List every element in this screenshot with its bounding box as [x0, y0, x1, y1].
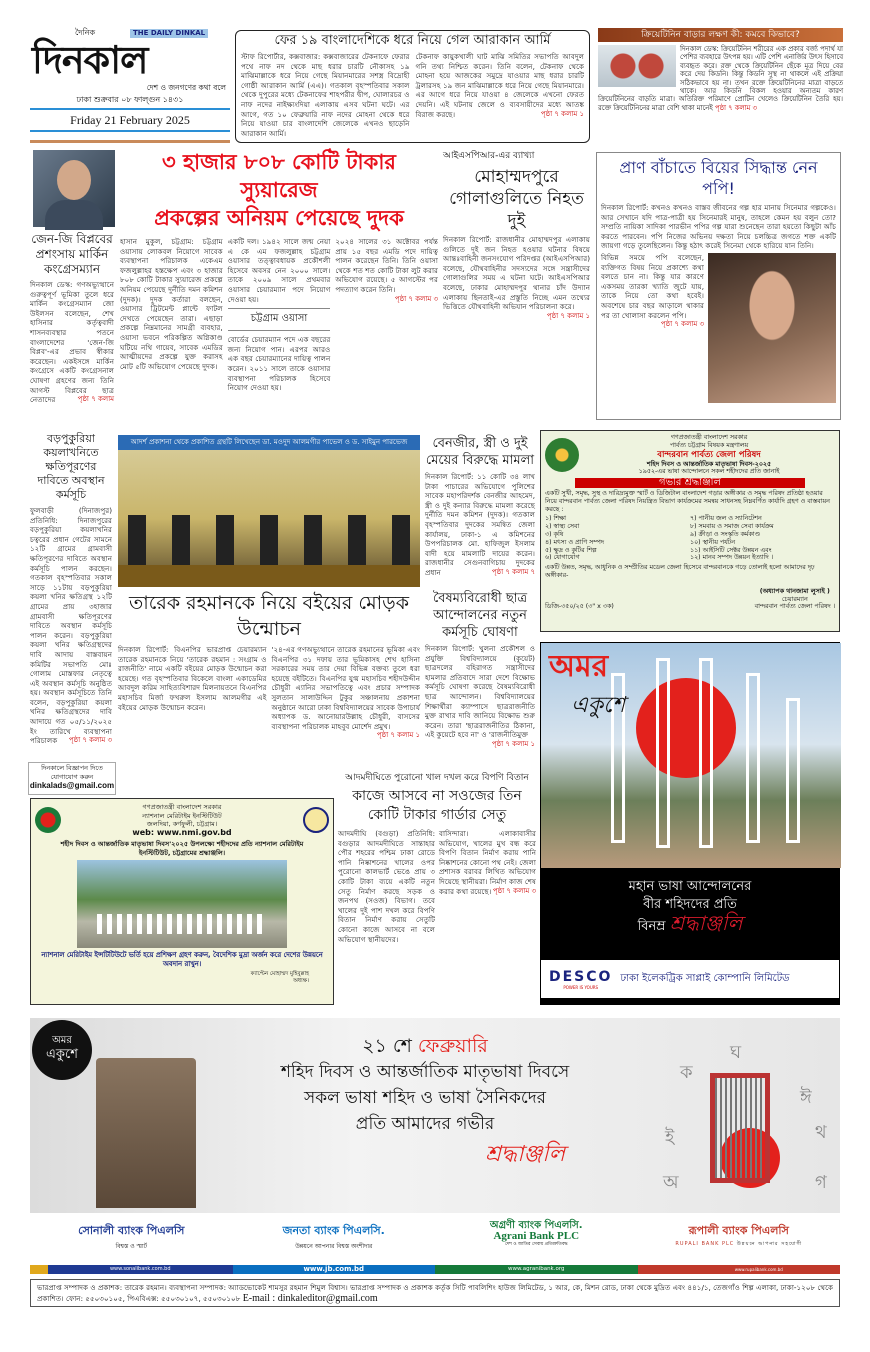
- bank-tagline: উন্নয়নে আপনার বিশ্বস্ত অংশীদার: [295, 1243, 373, 1250]
- nmi-footer: ন্যাশনাল মেরিটাইম ইন্সটিটিউটে ভর্তি হয়ে প্রশিক্ষণ গ্রহণ করুন, বৈদেশিক মুদ্রা অর্জন করে দেশের উন্নয়নে অবদান রাখুন।: [41, 951, 323, 968]
- lead-body-2: একটি দল। ১৯৪২ সালে জন্ম নেয়া এ কে এম ফজলুল্লাহ চট্টগ্রাম ওয়াসার তত্ত্বাবধায়ক প্রকৌশলী হিসেবে অবসর নেন ২০০০ সালে। তাকে ২০০৯ সালে প্রথমবার ওয়াসার চেয়ারম্যান পদে নিয়োগ দেওয়া হয়।: [227, 237, 331, 304]
- continued-link[interactable]: পৃষ্ঠা ৭ কলাম: [77, 395, 114, 404]
- ekushe-badge-1: অমর: [52, 1035, 72, 1046]
- bank-url[interactable]: www.rupalibank.com.bd: [638, 1265, 841, 1274]
- masthead-english-name: THE DAILY DINKAL: [130, 29, 208, 38]
- kidney-image: [598, 45, 676, 87]
- nmi-ad[interactable]: [30, 798, 334, 1005]
- english-date: Friday 21 February 2025: [30, 113, 230, 132]
- book-launch-article: [118, 590, 420, 760]
- creatinine-headline: ক্রিয়েটিনিন বাড়ার লক্ষণ কী: কমবে কিভাবে?: [598, 28, 843, 42]
- masthead-logo: দিনকাল: [32, 38, 148, 82]
- bandarban-code: ডিজি-৩৫০/২৫ (৩" x ৩ক): [545, 603, 614, 611]
- bandarban-ad[interactable]: [540, 430, 840, 632]
- ekushe-banner-ad[interactable]: [30, 1018, 840, 1213]
- nmi-govt: গণপ্রজাতন্ত্রী বাংলাদেশ সরকার: [142, 803, 222, 811]
- bangla-date: ঢাকা শুক্রবার ০৮ ফাল্গুন ১৪৩১: [30, 95, 230, 110]
- desco-company: ঢাকা ইলেকট্রিক সাপ্লাই কোম্পানি লিমিটেড: [620, 972, 790, 984]
- popy-body-2: বিভিন্ন সময়ে পপি বলেছেন, ব্যক্তিগত বিষয় নিয়ে প্রকাশ্যে কথা বলতে চান না। কিন্তু যার কারণে একসময় তারকা খ্যাতি জুটে যায়, তাকে নিয়ে তো কথা হবেই। অবশেষে চার বছর আড়ালে থাকার পর তা খোলাসা করলেন পপি।: [601, 252, 704, 320]
- continued-link[interactable]: পৃষ্ঠা ৭ কলাম ৩: [68, 736, 112, 745]
- mohammadpur-headline: মোহাম্মদপুরে গোলাগুলিতে নিহত দুই: [449, 167, 584, 231]
- continued-link[interactable]: পৃষ্ঠা ৭ কলাম ১: [546, 311, 590, 320]
- letter: ই: [665, 1127, 675, 1148]
- bank-tagline: উন্নয়নে আপনার সহযোগী: [736, 1241, 803, 1247]
- bank-ad-sonali[interactable]: [30, 1218, 233, 1274]
- activity-item: ৮) সমবায় ও সমাজ সেবা কার্যক্রম: [690, 523, 774, 531]
- student-movement-headline: বৈষম্যবিরোধী ছাত্র আন্দোলনের নতুন কর্মসূচি ঘোষণা: [432, 591, 528, 640]
- activity-item: ৩) কৃষি: [545, 530, 564, 538]
- top-story-body: স্টাফ রিপোর্টার, কক্সবাজার: কক্সবাজারের টেকনাফে ফেরার পথে নাফ নদ থেকে মাছ ধরার চারটি নৌকাসহ ১৯ মাঝিমাল্লাকে ধরে নিয়ে গেছে মিয়ানমারের সশস্ত্র বিদ্রোহী গোষ্ঠী আরাকান আর্মি (এএ)। গতকাল বৃহস্পতিবার সকাল থেকে দুপুরের মধ্যে টেকনাফের শাহপরীর দ্বীপ, ঘোলারচর ও নাফ নদের নাইক্ষ্যংদিয়া এলাকায় এসব ঘটনা ঘটে। এর আগে, গত ১০ ফেব্রুয়ারি নাফ নদের মোহনা থেকে ধরে নিয়ে যাওয়া চার বাংলাদেশি জেলেকে এখনও ছাড়েনি আরাকান আর্মি।: [241, 51, 410, 138]
- shaheed-minar-photo: [541, 643, 841, 868]
- banner-line2: শহিদ দিবস ও আন্তর্জাতিক মাতৃভাষা দিবসে: [280, 1062, 570, 1082]
- desco-line-3b: শ্রদ্ধাঞ্জলি: [669, 911, 743, 935]
- bank-ads-strip: [30, 1218, 840, 1274]
- creatinine-body-2: না। তখন রক্তে ক্রিয়েটিনিনের মাত্রা বাড়তে থাকে। আর কিডনি বিকল হওয়ার অন্যতম কারণ ক্রিয়েটিনিনের বাড়তি মাত্রা। অতিরিক্ত পরিমাণে প্রোটিন খেলেও ক্রিয়েটিনিন তৈরি হয়। রক্তে ক্রিয়েটিনিনের মাত্রা বেশি থাকা মানেই: [598, 78, 843, 112]
- activity-item: ৬) যোগাযোগ: [545, 554, 580, 562]
- banner-line1b: ফেব্রুয়ারি: [417, 1035, 488, 1057]
- bandarban-sub: ১৯৫২-এর ভাষা আন্দোলনে সকল শহীদদের প্রতি জানাই: [638, 468, 780, 476]
- bank-tagline: বিশ্বস্ত ও স্মার্ট: [115, 1243, 147, 1250]
- desco-title-2: একুশে: [571, 693, 625, 718]
- popy-headline: প্রাণ বাঁচাতে বিয়ের সিদ্ধান্ত নেন পপি!: [619, 158, 818, 198]
- barapukuria-body: ফুলবাড়ী (দিনাজপুর) প্রতিনিধি: দিনাজপুরের বড়পুকুরিয়া কয়লাখনির চত্বরের প্রধান গেটের সামনে ১২টি গ্রামের গ্রামবাসী ক্ষতিপূরণের দাবিতে অবস্থান কর্মসূচি পালন করছেন। গতকাল বৃহস্পতিবার সকাল সাড়ে ১১টায় বড়পুকুরিয়া কয়লা খনির ক্ষতিগ্রস্থ ১২টি গ্রামের প্রায় ৩হাজার গ্রামবাসী ক্ষতিপূরণের দাবিতে অবস্থান কর্মসূচি পালন করেন। বড়পুকুরিয়া কয়লা খনির ক্ষতিগ্রস্থদের দাবি আদায় বাস্তবায়ন কমিটির সভাপতি মোঃ গোলাম মোস্তফার নেতৃত্বে এই অবস্থান কর্মসূচি অনুষ্ঠিত হয়। অবস্থান কর্মসূচিতে তিনি বলেন, বড়পুকুরিয়া কয়লা খনির ক্ষতিগ্রস্থদের দাবি আদায়ে গত ০৫/১১/২০২৫ ইং তারিখে ব্যবস্থাপনা পরিচালক: [30, 506, 112, 746]
- lead-body-3: বোর্ডের চেয়ারম্যান পদে এক বছরের জন্য নিয়োগ পান। এরপর আরও এক বছর চেয়ারম্যানের দায়িত্ব পালন করেন। ২০১১ সালে তাকে ওয়াসার ব্যবস্থাপনা পরিচালক হিসেবে নিয়োগ দেওয়া হয়।: [227, 335, 331, 393]
- adamdighi-article: [338, 770, 536, 1005]
- bank-tagline: দেশ ও জাতির সেবায় প্রতিশ্রুতিবদ্ধ: [504, 1242, 568, 1247]
- book-launch-photo: [118, 435, 420, 587]
- congressman-body: দিনকাল ডেস্ক: গণঅভ্যুত্থানে গুরুত্বপূর্ণ ভূমিকা তুলে ধরে মার্কিন কংগ্রেসম্যান জো উইলসন বলেছেন, শেখ হাসিনার কর্তৃত্ববাদী শাসনব্যবস্থার পতনে বাংলাদেশের 'জেন-জি বিপ্লব'-এর প্রভাব স্বীকার করেছেন। একইসঙ্গে মার্কিন কংগ্রেসে একটি কংগ্রেসনাল ঘোষণা গ্রহণের জন্য তিনি আগস্ট বিপ্লবের ছাত্র নেতাদের: [30, 280, 114, 405]
- congressman-article: [30, 232, 114, 427]
- banner-line1a: ২১ শে: [362, 1035, 412, 1057]
- barapukuria-article: [30, 432, 112, 760]
- desco-line-2: বীর শহিদদের প্রতি: [643, 897, 737, 912]
- bandarban-signer-title: চেয়ারম্যান: [781, 595, 808, 603]
- mohammadpur-body: দিনকাল রিপোর্ট: রাজধানীর মোহাম্মদপুর এলাকায় গুলিতে দুই জন নিহত হওয়ার ঘটনার বিষয়ে আন্তঃবাহিনী জনসংযোগ পরিদপ্তর (আইএসপিআর) বলেছে, যৌথবাহিনীর সদস্যদের সঙ্গে সন্ত্রাসীদের গোলাগুলির সময় এ ঘটনা ঘটে। আইএসপিআর বলেছে, ঢাকার মোহাম্মদপুর থানার চাঁদ উদ্যান এলাকায় ছিনতাই-এর প্রস্তুতি নিচ্ছে এমন তথ্যের ভিত্তিতে যৌথবাহিনী অভিযান পরিচালনা করে।: [443, 235, 590, 312]
- banner-line4: প্রতি আমাদের গভীর: [355, 1114, 495, 1134]
- nmi-signer: ক্যাপ্টেন মোহাম্মদ মুহিবুল্লাহ: [250, 971, 309, 977]
- book-launch-headline: তারেক রহমানকে নিয়ে বইয়ের মোড়ক উন্মোচন: [128, 592, 410, 640]
- lead-headline-line2: প্রকল্পের অনিয়ম পেয়েছে দুদক: [154, 206, 404, 230]
- ekushe-badge-2: একুশে: [46, 1047, 78, 1062]
- nmi-address: জলদিয়া, কর্ণফুলী, চট্টগ্রাম।: [146, 820, 218, 828]
- nmi-website[interactable]: web: www.nmi.gov.bd: [132, 827, 232, 837]
- bank-name-en: Agrani Bank PLC: [493, 1230, 580, 1242]
- bandarban-logo-icon: [545, 438, 579, 472]
- imprint-text: ভারপ্রাপ্ত সম্পাদক ও প্রকাশক: তারেক রহমান। ব্যবস্থাপনা সম্পাদক: অ্যাডভোকেট শামসুর রহমান শিমুল বিশ্বাস। ভারপ্রাপ্ত সম্পাদক ও প্রকাশক কর্তৃক সিটি পাবলিশিং হাউজ লিমিটেড, ১ আর, কে, মিশন রোড, ঢাকা থেকে মুদ্রিত এবং ৪৪১/১, তেজগাঁও শিল্প এলাকা, ঢাকা-১২০৮ থেকে প্রকাশিত। ফোন: ৫৫০৩০১০৫, পিএবিএক্স: ৫৫০৩০১০৭, ৫৫০৩০১০৮: [37, 1283, 833, 1303]
- bangladesh-govt-logo-icon: [35, 807, 61, 833]
- ad-contact-label: দিনকালে বিজ্ঞাপন দিতে যোগাযোগ করুন: [41, 764, 103, 781]
- desco-line-1: মহান ভাষা আন্দোলনের: [628, 879, 752, 894]
- continued-link[interactable]: পৃষ্ঠা ৭ কলাম ১: [540, 109, 584, 118]
- bandarban-govt: গণপ্রজাতন্ত্রী বাংলাদেশ সরকার: [670, 434, 748, 441]
- letter: থ: [815, 1122, 827, 1143]
- nmi-logo-icon: [303, 807, 329, 833]
- continued-link[interactable]: পৃষ্ঠা ৭ কলাম ১: [376, 731, 420, 740]
- bandarban-signer-org: বান্দরবান পার্বত্য জেলা পরিষদ ।: [754, 603, 835, 611]
- bandarban-title: গভীর শ্রদ্ধাঞ্জলি: [575, 478, 805, 488]
- activity-item: ৪) মৎস্য ও প্রাণি সম্পদ: [545, 538, 604, 546]
- bandarban-signer: (অধ্যাপক থানজামা লুসাই ): [759, 587, 830, 595]
- mohammadpur-article: [443, 148, 590, 430]
- popy-body: দিনকাল রিপোর্ট: কখনও কখনও বাস্তব জীবনের গল্প হার মানায় সিনেমার গল্পকেও। আর সেখানে যদি পাত্র-পাত্রী হয় সিনেমারই মানুষ, তাহলে কেমন হয় বলুন তো? সম্প্রতি নায়িকা সাদিকা পারভীন পপির গল্প যারা শুনেছেন তারা হয়তো কিছুটা আঁচ করতে পারবেন। পপি নিজের অভিনয় দক্ষতা নিয়ে চলচ্চিত্র জগতে শক্ত একটি জায়গা গড়ে তুলেছিলেন। কিন্তু হঠাৎ করেই সিনেমা থেকে হারিয়ে যান তিনি।: [601, 203, 836, 251]
- activity-item: ১২) মানব সম্পদ উন্নয়ন ইত্যাদি ।: [690, 554, 773, 562]
- bank-name: সোনালী ব্যাংক পিএলসি: [78, 1224, 185, 1237]
- continued-link[interactable]: পৃষ্ঠা ৭ কলাম ৭: [491, 567, 535, 576]
- nmi-org: ন্যাশনাল মেরিটাইম ইনস্টিটিউট: [142, 811, 222, 820]
- editor-email[interactable]: E-mail : dinkaleditor@gmail.com: [242, 1293, 378, 1304]
- monument-sculpture-image: [96, 1058, 196, 1208]
- letter: গ: [815, 1172, 827, 1193]
- book-launch-banner: আদর্শ প্রকাশনা থেকে প্রকাশিত গ্রন্থটি লিখেছেন ডা. মওদুদ আলমগীর পাভেল ও ড. সাইমুন পারভেজ: [118, 435, 420, 450]
- continued-link[interactable]: পৃষ্ঠা ৭ কলাম ৩: [660, 320, 704, 329]
- lead-body-1: হাসান মুকুল, চট্টগ্রাম: চট্টগ্রাম ওয়াসায় লোকবল নিয়োগে সাবেক ব্যবস্থাপনা পরিচালক একেএম ফজলুল্লাহর হস্তক্ষেপ এবং ৩ হাজার ৮০৮ কোটি টাকার স্যুয়ারেজ প্রকল্পে অনিয়ম পেয়েছে দুর্নীতি দমন কমিশন (দুদক)। দুদক কর্তারা বলছেন, ওয়াসার ট্রিটমেন্ট প্লান্টে ফাটল দেখতে পেয়েছেন তারা। এছাড়া প্রকল্পে নিম্নমানের সামগ্রী ব্যবহার, ওয়াসা ভবনে পরিকল্পিত অগ্নিকাণ্ড ঘটিয়ে নথি গায়েব, সাবেক এমডির আত্মীয়দের প্রকল্পে যুক্ত করাসহ মোট ৫টি অভিযোগ পেয়েছে দুদক।: [120, 237, 223, 371]
- activity-item: ৫) ক্ষুদ্র ও কুটির শিল্প: [545, 546, 597, 554]
- masthead-rule: [30, 140, 230, 143]
- benazir-body: দিনকাল রিপোর্ট: ১১ কোটি ৩৪ লাখ টাকা পাচারের অভিযোগে পুলিশের সাবেক মহাপরিদর্শক বেনজীর আহমেদ, স্ত্রী ও দুই কন্যার বিরুদ্ধে মামলা করেছে দুর্নীতি দমন কমিশন (দুদক)। গতকাল বৃহস্পতিবার দুদকের সমন্বিত জেলা কার্যালয়, ঢাকা-১ এ কমিশনের উপপরিচালক মো. হাফিজুল ইসলাম বাদী হয়ে মামলাটি দায়ের করেন। রাজধানীর সেগুনবাগিচায় দুদকের প্রধান: [425, 472, 535, 577]
- benazir-article: [425, 435, 535, 585]
- desco-title-1: অমর: [549, 649, 609, 684]
- bank-url[interactable]: www.jb.com.bd: [233, 1265, 436, 1274]
- activity-item: ১) শিক্ষা: [545, 515, 566, 523]
- top-story: [235, 30, 590, 143]
- bank-name: রূপালী ব্যাংক পিএলসি: [688, 1224, 789, 1237]
- bandarban-activities-list: [545, 515, 835, 562]
- activity-item: ১০) স্থানীয় পর্যটন: [690, 538, 735, 546]
- continued-link[interactable]: পৃষ্ঠা ৭ কলাম ৩: [394, 294, 439, 303]
- bandarban-occasion: শহিদ দিবস ও আন্তর্জাতিক মাতৃভাষা দিবস-২০২৫: [646, 460, 772, 468]
- desco-line-3a: বিনম্র: [637, 919, 666, 934]
- desco-tagline: POWER IS YOURS: [563, 984, 599, 990]
- letter: ঘ: [730, 1042, 742, 1063]
- bank-url[interactable]: www.agranibank.org: [435, 1265, 638, 1274]
- masthead: [30, 28, 230, 136]
- banner-line3: সকল ভাষা শহিদ ও ভাষা সৈনিকদের: [303, 1088, 547, 1108]
- adamdighi-body-1: আদমদীঘি (বগুড়া) প্রতিনিধি: বগুড়ার আদমদীঘিতে সান্তাহার পৌর শহরের পশ্চিম ঢাকা রোডে পানি নিষ্কাশনের খালের ওপর পুরোনো কালভার্ট ভেঙে প্রায় ৩ কোটি টাকা ব্যয়ে একটি নতুন সেতু নির্মাণ করছে সড়ক ও জনপথ (সওজ) বিভাগ। তবে খালের দুই পাশ দখল করে বিপণি বিতান নির্মাণ করায় সেতুটি কোনো কাজে আসবে না বলে অভিযোগ স্থানীয়দের।: [338, 829, 435, 944]
- bandarban-pledge: একটি উন্নত, সমৃদ্ধ, আধুনিক ও সম্প্রীতির মডেল জেলা হিসেবে বান্দরবানকে গড়ে তোলাই হলো আমাদের দৃঢ় অঙ্গীকার-: [545, 564, 815, 579]
- activity-item: ৭) পানীয় জল ও স্যানিটেশন: [690, 515, 762, 523]
- activity-item: ১১) আইসিটি সেক্টর উন্নয়ন এবং: [690, 546, 772, 554]
- desco-ad[interactable]: [540, 642, 840, 1005]
- adamdighi-headline: কাজে আসবে না সওজের তিন কোটি টাকার গার্ডার সেতু: [352, 788, 522, 823]
- letter: ক: [680, 1062, 693, 1083]
- nmi-signer-title: অধ্যক্ষ।: [293, 978, 309, 984]
- bank-name: জনতা ব্যাংক পিএলসি.: [282, 1224, 385, 1237]
- book-launch-body-1: দিনকাল রিপোর্ট: বিএনপির ভারপ্রাপ্ত চেয়ারম্যান তারেক রহমানকে নিয়ে 'তারেক রহমান : সংগ্রাম ও রাজনীতি' নামে একটি বইয়ের মোড়ক উন্মোচন করা হয়েছে। গত বৃহস্পতিবার বিকেলে বাংলা একাডেমির আবদুল করিম সাহিত্যবিশারদ মিলনায়তনে বিএনপির মহাসচিব মির্জা ফখরুল ইসলাম আলমগীর এই বইয়ের মোড়ক উন্মোচন করেন।: [118, 645, 267, 712]
- top-story-body-2: টেকনাফ কায়ুকখালী ঘাট মাঝি সমিতির সভাপতি আবদুল গনি তথ্য নিশ্চিত করেন। তিনি বলেন, টেকনাফ থেকে মোহনা হয়ে আজকের সমুদ্রে যাওয়ার মাছ ধরার চারটি ট্রলারসহ ১৯ জন মাঝিমাল্লাকে ধরে নিয়ে গেছে মিয়ানমারে। এর আগে ধরে নিয়ে যাওয়া ৪ জেলেকে এখনো ফেরত দেয়নি। এই ঘটনায় জেলে ও ব্যবসায়ীদের মধ্যে আতঙ্ক বিরাজ করছে।: [415, 51, 584, 119]
- bank-ad-rupali[interactable]: [638, 1218, 841, 1274]
- bank-name-en: RUPALI BANK PLC: [675, 1241, 735, 1247]
- bangla-letters-decoration: [655, 1038, 840, 1208]
- lead-body-4: ২০২৪ সালের ৩১ অক্টোবর পর্যন্ত প্রায় ১৫ বছর এমডি পদে দায়িত্ব পালন করেছেন তিনি। তিনি ওয়াসা থেকে শত শত কোটি টাকা লুট করার অভিযোগ রয়েছে। ৫ আগস্টের পর পদত্যাগ করেন তিনি।: [335, 237, 439, 294]
- letter: অ: [663, 1172, 679, 1193]
- continued-link[interactable]: পৃষ্ঠা ৭ কলাম ৩: [492, 886, 536, 895]
- nmi-message: শহীদ দিবস ও আন্তর্জাতিক মাতৃভাষা দিবস'২০২৫ উপলক্ষ্যে শহীদদের প্রতি ন্যাশনাল মেরিটাইম ইনস্টিটিউট, চট্টগ্রামের শ্রদ্ধাঞ্জলি।: [60, 840, 304, 857]
- bank-ad-janata[interactable]: [233, 1218, 436, 1274]
- popy-article: [596, 152, 841, 420]
- congressman-photo: [33, 150, 115, 227]
- bandarban-intro: একটি সুখী, সমৃদ্ধ, সুস্থ ও দারিদ্র্যমুক্ত স্মার্ট ও ডিজিটাল বাংলাদেশ গড়ার অঙ্গীকার ও সমৃদ্ধ পরিষদ প্রতিষ্ঠা হওয়ার নিয়ে বান্দরবান পার্বত্য জেলা পরিষদ নিয়ন্ত্রিত বিভাগ কার্যক্রমের সমন্বয় সাধনসহ নিম্নবর্ণিত কার্যাদি গ্রহণ ও বাস্তবায়ন করছে :: [545, 489, 830, 513]
- top-story-headline: ফের ১৯ বাংলাদেশিকে ধরে নিয়ে গেল আরাকান আর্মি: [274, 33, 551, 48]
- imprint-footer: [30, 1279, 840, 1307]
- student-movement-article: [425, 590, 535, 760]
- continued-link[interactable]: পৃষ্ঠা ৭ কলাম ১: [491, 739, 535, 748]
- student-movement-body: দিনকাল রিপোর্ট: খুলনা প্রকৌশল ও প্রযুক্তি বিশ্ববিদ্যালয়ে (কুয়েট) ছাত্রদলের বহিরাগত সন্ত্রাসীদের হামলার প্রতিবাদে সারা দেশে বিক্ষোভ কর্মসূচি ঘোষণা করেছে বৈষম্যবিরোধী ছাত্র আন্দোলন। বিশ্ববিদ্যালয়ের শিক্ষার্থীরা ক্যাম্পাসে ছাত্ররাজনীতি মুক্ত রাখার দাবি জানিয়ে বিক্ষোভ শুরু করেন। তারা 'ছাত্ররাজনীতির ঠিকানা, এই কুয়েটে হবে না' ও 'রাজনীতিমুক্ত: [425, 644, 535, 740]
- adamdighi-body-2: বাসিন্দারা। এলাকাবাসীর অভিযোগ, খালের মুখ বন্ধ করে বিপণি বিতান নির্মাণ করায় পানি নিষ্কাশনের কোনো পথ নেই। জেলা প্রশাসক বরাবর লিখিত অভিযোগ দিয়েছে স্থানীয়রা। নির্মাণ কাজ শেষ করার কথা রয়েছে।: [439, 829, 536, 896]
- bandarban-ministry: পার্বত্য চট্টগ্রাম বিষয়ক মন্ত্রণালয়: [669, 441, 749, 449]
- activity-item: ৯) ক্রীড়া ও সংস্কৃতি কর্মকাণ্ড: [690, 530, 760, 538]
- benazir-headline: বেনজীর, স্ত্রী ও দুই মেয়ের বিরুদ্ধে মামলা: [425, 436, 535, 468]
- banner-signature: শ্রদ্ধাঞ্জলি: [485, 1142, 565, 1167]
- creatinine-article: [598, 28, 843, 148]
- lead-headline-line1: ৩ হাজার ৮০৮ কোটি টাকার স্যুয়ারেজ: [162, 150, 396, 202]
- desco-logo: DESCO: [549, 968, 613, 985]
- book-launch-body-2: '২৪-এর গণঅভ্যুত্থানে তারেক রহমানের ভূমিকা এবং বিএনপির ৩১ দফায় তার ভূমিকাসহ শেখ হাসিনা সরকারের সময় তার দেয়া বিভিন্ন বক্তব্য তুলে ধরা হয়েছে বইটিতে। বিএনপির যুগ্ম মহাসচিব শহীদউদ্দীন চৌধুরী এ্যানির সভাপতিত্বে এবং প্রচার সম্পাদক সুলতান সালাউদ্দিন টুকুর সঞ্চালনায় প্রকাশনা অনুষ্ঠানে আরো ঢাকা বিশ্ববিদ্যালয়ের সাবেক উপাচার্য অধ্যাপক ড. আনোয়ারউল্লাহ চৌধুরী, বাসসের ব্যবস্থাপনা পরিচালক মাহবুব মোর্শেদ প্রমুখ।: [271, 645, 420, 731]
- bank-ad-agrani[interactable]: [435, 1218, 638, 1274]
- popy-photo: [708, 253, 836, 403]
- letter: ঈ: [800, 1087, 812, 1108]
- bandarban-org: বান্দরবান পার্বত্য জেলা পরিষদ: [657, 449, 761, 460]
- nmi-parade-photo: [77, 860, 287, 948]
- masthead-prefix: দৈনিক: [75, 28, 96, 37]
- congressman-headline: জেন-জি বিপ্লবের প্রশংসায় মার্কিন কংগ্রেসম্যান: [31, 232, 113, 276]
- masthead-slogan: দেশ ও জনগণের কথা বলে: [146, 83, 226, 92]
- mohammadpur-kicker: আইএসপিআর-এর ব্যাখ্যা: [443, 151, 535, 161]
- barapukuria-headline: বড়পুকুরিয়া কয়লাখনিতে ক্ষতিপূরণের দাবিতে অবস্থান কর্মসূচি: [37, 432, 105, 501]
- ad-contact-email[interactable]: dinkalads@gmail.com: [29, 781, 115, 790]
- lead-article: [120, 148, 439, 393]
- adamdighi-kicker: আদমদীঘিতে পুরোনো খাল দখল করে বিপণি বিতান: [345, 773, 529, 783]
- creatinine-body: দিনকাল ডেস্ক: ক্রিয়েটিনিন শরীরের এক প্রকার বর্জ্য পদার্থ যা পেশির ব্যবহারে উৎপন্ন হয়। এটি পেশি এনার্জির উৎস হিসাবে ব্যবহৃত করে। রক্ত থেকে ক্রিয়েটিনিন ছেঁকে মূত্র দিয়ে বের করে দেয় কিডনি। কিন্তু কিডনি সুস্থ না থাকলে এই প্রক্রিয়া সঠিকভাবে হয়: [680, 45, 843, 87]
- bank-name: অগ্রণী ব্যাংক পিএলসি.: [489, 1220, 583, 1231]
- bank-url[interactable]: www.sonalibank.com.bd: [30, 1265, 233, 1274]
- lead-subhead: চট্টগ্রাম ওয়াসা: [228, 308, 331, 331]
- activity-item: ২) স্বাস্থ্য সেবা: [545, 523, 580, 531]
- ad-contact-notice: [28, 762, 116, 795]
- continued-link[interactable]: পৃষ্ঠা ৭ কলাম ৩: [714, 103, 757, 112]
